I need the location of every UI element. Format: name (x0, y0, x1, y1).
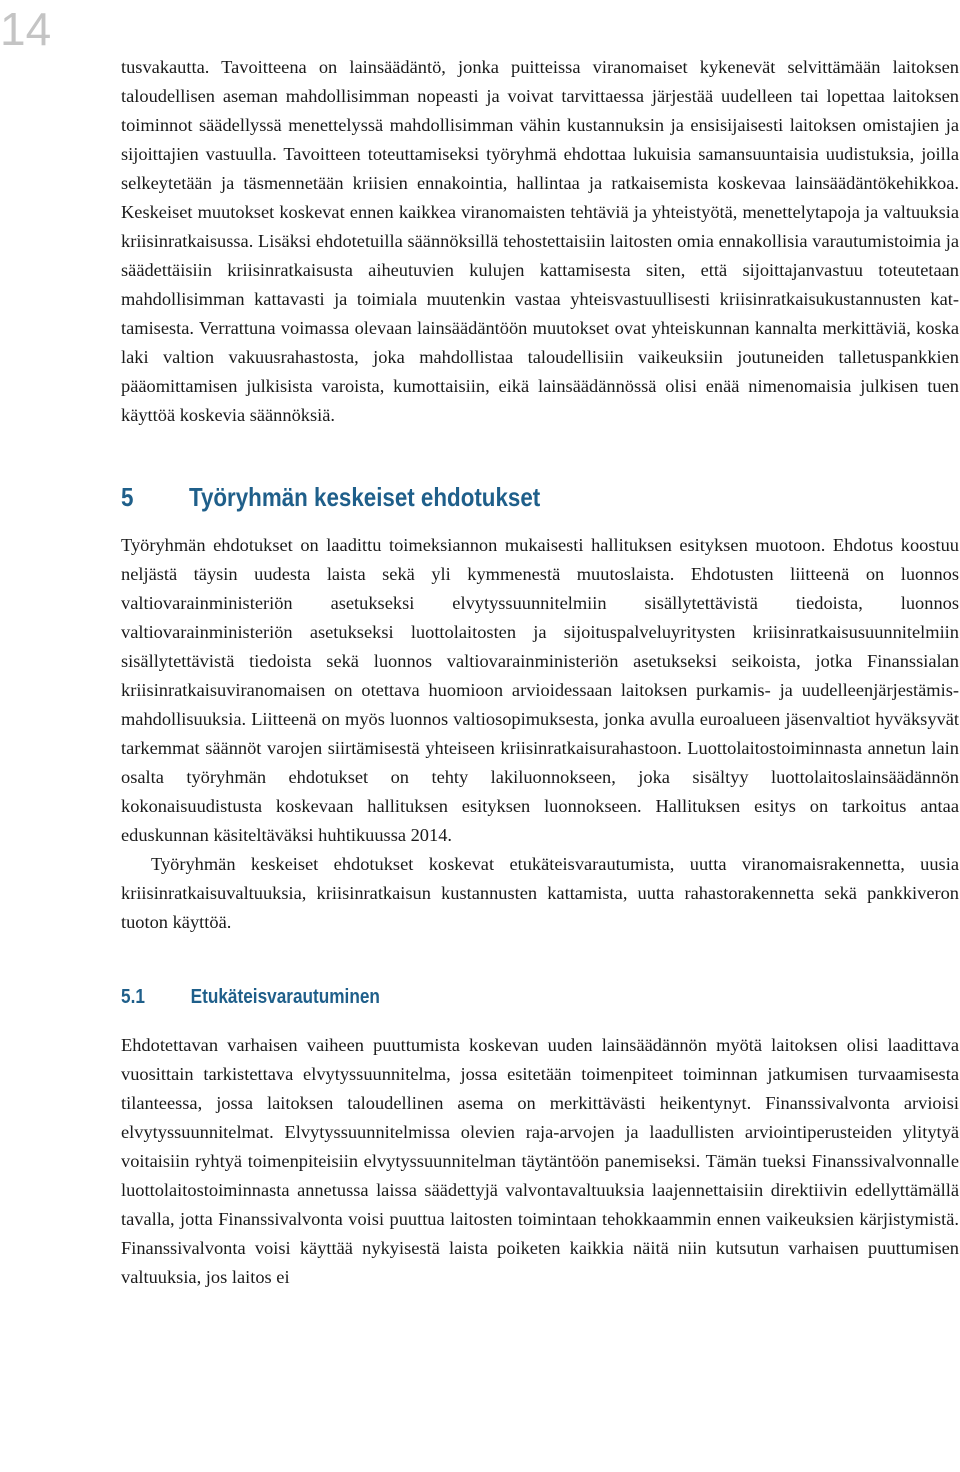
body-paragraph: tusvakautta. Tavoitteena on lainsäädäntö, jonka puitteissa viranomaiset kykenevät selvittämään laitoksen taloudellisen aseman mahdollisimman nopeasti ja voivat tarvittaessa järjestää uudelleen tai lopettaa laitoksen toiminnot säädellyssä menettelyssä mahdollisimman vähin kustannuksin ja ensisijaisesti laitoksen omistajien ja sijoittajien vastuulla. Tavoitteen toteuttamiseksi työryhmä ehdottaa lukuisia samansuuntaisia uudistuksia, joilla selkeytetään ja täsmennetään kriisien ennakointia, hallintaa ja ratkaisemista koskevaa lainsäädäntökehikkoa. Keskeiset muutokset koskevat ennen kaikkea viranomaisten tehtäviä ja yhteistyötä, menettelytapoja ja valtuuksia kriisinratkaisussa. Lisäksi ehdotetuilla säännöksillä tehostettaisiin laitosten omia ennakollisia varautumistoimia ja säädettäisiin kriisinratkaisusta aiheutuvien kulujen kattamisesta siten, että sijoittajanvastuu toteutetaan mahdollisimman kattavasti ja toimiala muutenkin vastaa yhteisvastuullisesti kriisinratkaisukustannusten kattamisesta. Verrattuna voimassa olevaan lainsäädäntöön muutokset ovat yhteiskunnan kannalta merkittäviä, koska laki valtion vakuusrahastosta, joka mahdollistaa taloudellisiin vaikeuksiin joutuneiden talletuspankkien pääomittamisen julkisista varoista, kumottaisiin, eikä lainsäädännössä olisi enää nimenomaisia julkisen tuen käyttöä koskevia säännöksiä. (121, 57, 959, 425)
section-title: Työryhmän keskeiset ehdotukset (188, 482, 541, 512)
section-heading-5 (121, 480, 842, 514)
page-number: 14 (0, 3, 52, 55)
body-paragraph: Ehdotettavan varhaisen vaiheen puuttumista koskevan uuden lainsäädännön myötä laitoksen olisi laadittava vuosittain tarkistettava elvytyssuunnitelma, jossa esitetään toimenpiteet toiminnan jatkumisen turvaamisesta tilanteessa, jossa laitoksen taloudellinen asema on merkittävästi heikentynyt. Finanssivalvonta arvioisi elvytyssuunnitelmat. Elvytyssuunnitelmissa olevien raja-arvojen ja laadullisten arviointiperusteiden ylitytyä voitaisiin ryhtyä toimenpiteisiin elvytyssuunnitelman täytäntöön panemiseksi. Tämän tueksi Finanssivalvonnalle luottolaitostoiminnasta annetussa laissa säädettyjä valvontavaltuuksia laajennettaisiin direktiivin edellyttämällä tavalla, jotta Finanssivalvonta voisi puuttua laitosten toimintaan tehokkaammin ennen vaikeuksien kärjistymistä. Finanssivalvonta voisi käyttää nykyisestä laista poiketen kaikkia näitä niin kutsutun varhaisen puuttumisen valtuuksia, jos laitos ei (121, 1035, 959, 1287)
section-heading-5-1 (121, 983, 842, 1011)
subsection-title: Etukäteisvarautuminen (190, 986, 380, 1008)
subsection-number: 5.1 (121, 986, 145, 1008)
document-body (121, 53, 959, 1292)
body-paragraph: Työryhmän keskeiset ehdotukset koskevat etukäteisvarautumista, uutta viranomaisrakennetta, uusia kriisinratkaisuvaltuuksia, kriisinratkaisun kustannusten kattamista, uutta rahastorakennetta sekä pankkiveron tuoton käyttöä. (121, 854, 959, 932)
body-paragraph: Työryhmän ehdotukset on laadittu toimeksiannon mukaisesti hallituksen esityksen muotoon. Ehdotus koostuu neljästä täysin uudesta laista sekä yli kymmenestä muutoslaista. Ehdotusten liitteenä on luonnos valtiovarainministeriön asetukseksi elvytyssuunnitelmiin sisällytettävistä tiedoista, luonnos valtiovarainministeriön asetukseksi luottolaitosten ja sijoituspalveluyritysten kriisinratkaisusuunnitelmiin sisällytettävistä tiedoista sekä luonnos valtiovarainministeriön asetukseksi seikoista, jotka Finanssialan kriisinratkaisuviranomaisen on otettava huomioon arvioidessaan laitoksen purkamis- ja uudelleenjärjestämismahdollisuuksia. Liitteenä on myös luonnos valtiosopimuksesta, jonka avulla euroalueen jäsenvaltiot hyväksyvät tarkemmat säännöt varojen siirtämisestä yhteiseen kriisinratkaisurahastoon. Luottolaitostoiminnasta annetun lain osalta työryhmän ehdotukset on tehty lakiluonnokseen, joka sisältyy luottolaitoslainsäädännön kokonaisuudistusta koskevaan hallituksen esityksen luonnokseen. Hallituksen esitys on tarkoitus antaa eduskunnan käsiteltäväksi huhtikuussa 2014. (121, 535, 959, 845)
section-number: 5 (121, 482, 134, 512)
